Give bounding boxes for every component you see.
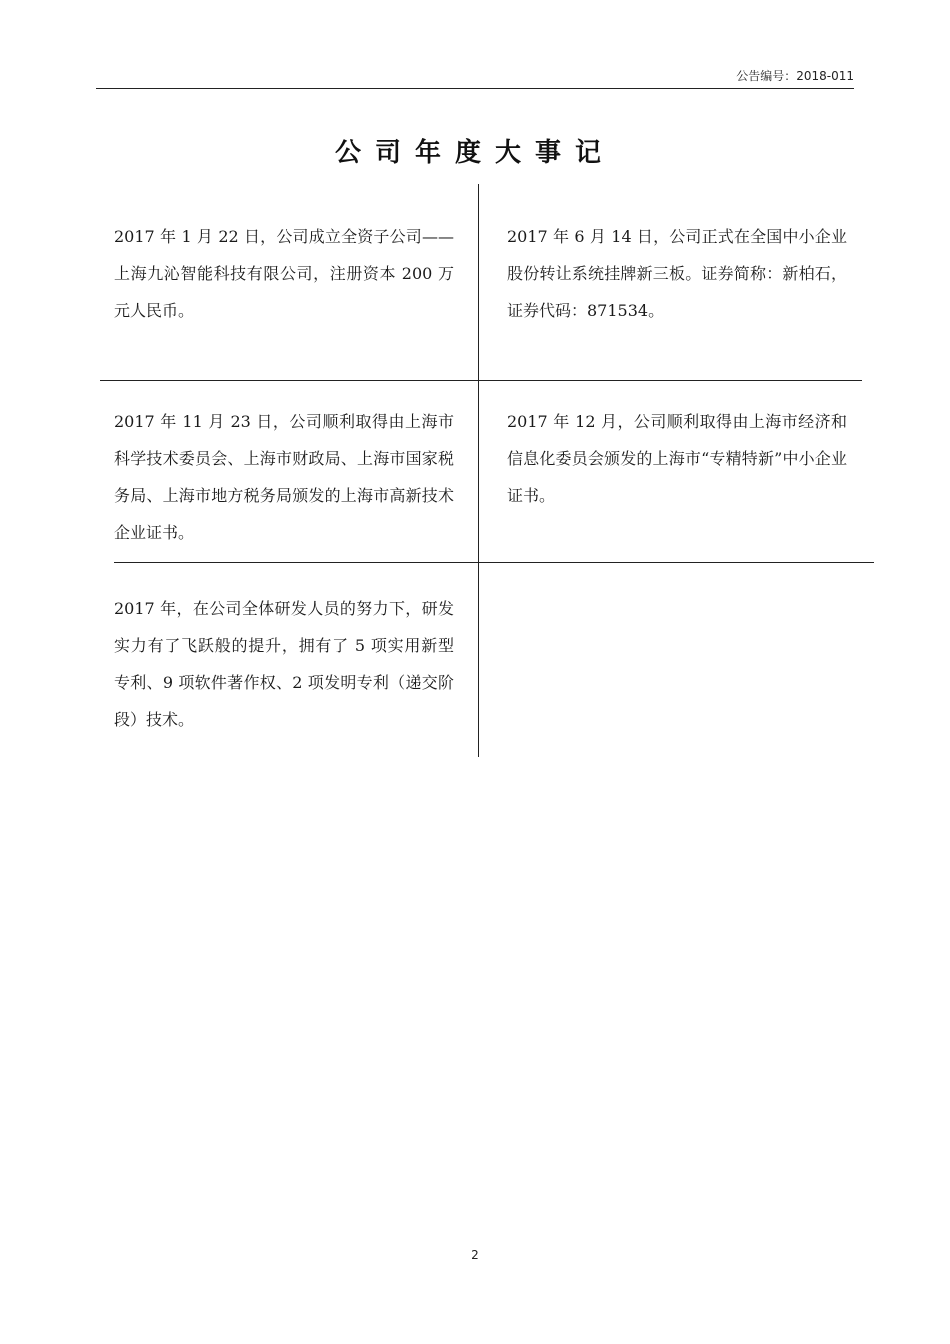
header-divider — [96, 88, 854, 89]
row-divider-2-left — [114, 562, 478, 563]
event-item: 2017 年 6 月 14 日，公司正式在全国中小企业股份转让系统挂牌新三板。证券简称：新柏石，证券代码：871534。 — [507, 227, 847, 320]
timeline-vertical-divider — [478, 184, 479, 757]
event-item: 2017 年 11 月 23 日，公司顺利取得由上海市科学技术委员会、上海市财政局、上海市国家税务局、上海市地方税务局颁发的上海市高新技术企业证书。 — [114, 412, 454, 542]
page-title: 公司年度大事记 — [334, 138, 615, 168]
page-number: 2 — [471, 1248, 479, 1262]
row-divider-2 — [478, 562, 874, 563]
announcement-number: 公告编号：2018-011 — [736, 69, 854, 83]
event-item: 2017 年 12 月，公司顺利取得由上海市经济和信息化委员会颁发的上海市“专精特新”中小企业证书。 — [507, 412, 847, 505]
row-divider-1 — [100, 380, 862, 381]
event-item: 2017 年 1 月 22 日，公司成立全资子公司——上海九沁智能科技有限公司，注册资本 200 万元人民币。 — [114, 227, 454, 320]
event-item: 2017 年，在公司全体研发人员的努力下，研发实力有了飞跃般的提升，拥有了 5 项实用新型专利、9 项软件著作权、2 项发明专利（递交阶段）技术。 — [114, 599, 454, 729]
